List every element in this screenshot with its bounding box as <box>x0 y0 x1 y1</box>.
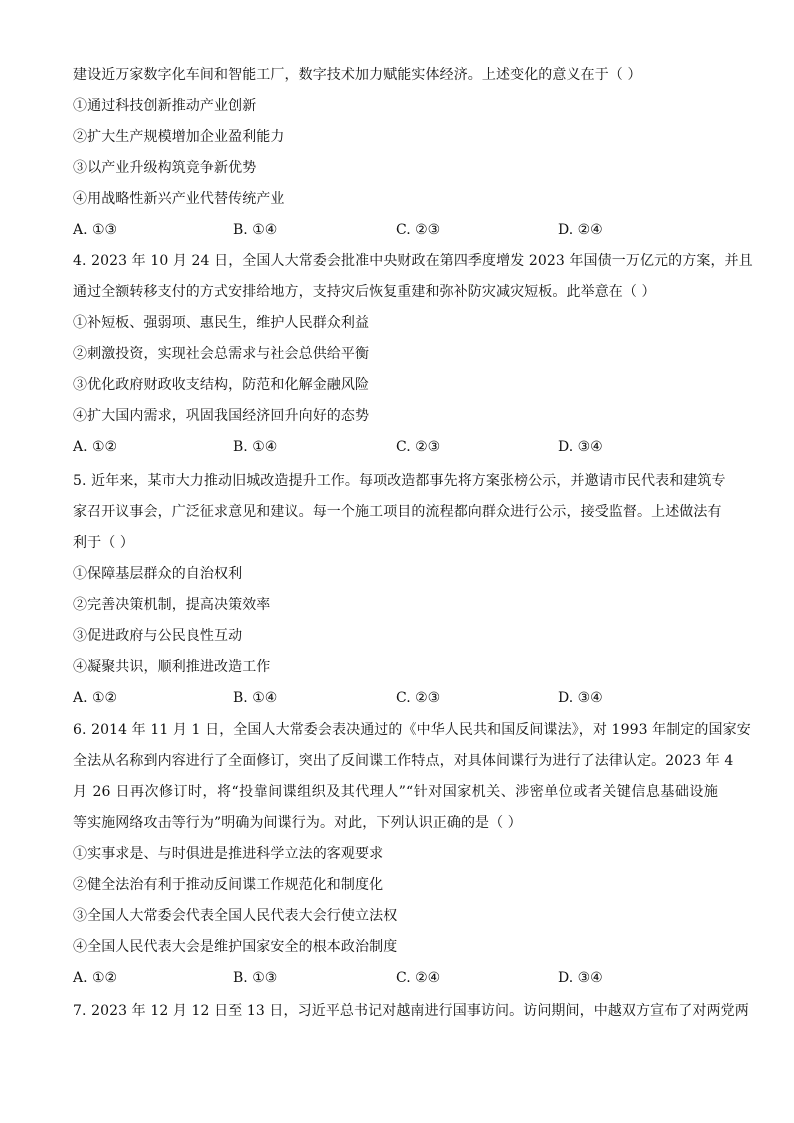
q6-option-c: C. ②④ <box>396 970 441 986</box>
q6-option-b: B. ①③ <box>233 970 278 986</box>
q6-stem-line-3: 月 26 日再次修订时，将“投靠间谍组织及其代理人”“针对国家机关、涉密单位或者关键信息基础设施 <box>73 784 718 800</box>
q3-statement-4: ④用战略性新兴产业代替传统产业 <box>73 191 285 207</box>
q3-option-a: A. ①③ <box>73 222 118 238</box>
q6-option-d: D. ③④ <box>558 970 603 986</box>
q4-statement-2: ②刺激投资，实现社会总需求与社会总供给平衡 <box>73 346 370 362</box>
q5-option-c: C. ②③ <box>396 690 441 706</box>
q5-statement-3: ③促进政府与公民良性互动 <box>73 628 243 644</box>
q4-statement-3: ③优化政府财政收支结构，防范和化解金融风险 <box>73 377 370 393</box>
q5-stem-line-1: 5. 近年来，某市大力推动旧城改造提升工作。每项改造都事先将方案张榜公示，并邀请市民代表和建筑专 <box>73 473 726 489</box>
q5-option-b: B. ①④ <box>233 690 278 706</box>
q6-statement-3: ③全国人大常委会代表全国人民代表大会行使立法权 <box>73 908 398 924</box>
q3-option-d: D. ②④ <box>558 222 603 238</box>
q4-stem-line-2: 通过全额转移支付的方式安排给地方，支持灾后恢复重建和弥补防灾减灾短板。此举意在（ ） <box>73 284 656 300</box>
q5-option-a: A. ①② <box>73 690 118 706</box>
q4-option-c: C. ②③ <box>396 439 441 455</box>
q6-statement-4: ④全国人民代表大会是维护国家安全的根本政治制度 <box>73 939 398 955</box>
q3-statement-2: ②扩大生产规模增加企业盈利能力 <box>73 129 285 145</box>
q4-option-d: D. ③④ <box>558 439 603 455</box>
q6-stem-line-2: 全法从名称到内容进行了全面修订，突出了反间谍工作特点，对具体间谍行为进行了法律认定。2023 年 4 <box>73 753 734 769</box>
q6-stem-line-1: 6. 2014 年 11 月 1 日，全国人大常委会表决通过的《中华人民共和国反间谍法》，对 1993 年制定的国家安 <box>73 722 751 738</box>
q5-statement-1: ①保障基层群众的自治权利 <box>73 566 243 582</box>
q4-option-a: A. ①② <box>73 439 118 455</box>
q5-stem-line-2: 家召开议事会，广泛征求意见和建议。每一个施工项目的流程都向群众进行公示，接受监督。上述做法有 <box>73 504 722 520</box>
q5-stem-line-3: 利于（ ） <box>73 535 134 551</box>
q5-statement-4: ④凝聚共识，顺利推进改造工作 <box>73 659 271 675</box>
q3-statement-1: ①通过科技创新推动产业创新 <box>73 98 257 114</box>
q6-option-a: A. ①② <box>73 970 118 986</box>
q4-stem-line-1: 4. 2023 年 10 月 24 日，全国人大常委会批准中央财政在第四季度增发 2023 年国债一万亿元的方案，并且 <box>73 253 753 269</box>
q3-stem-line: 建设近万家数字化车间和智能工厂，数字技术加力赋能实体经济。上述变化的意义在于（ ） <box>73 67 642 83</box>
q3-option-c: C. ②③ <box>396 222 441 238</box>
q6-statement-1: ①实事求是、与时俱进是推进科学立法的客观要求 <box>73 846 384 862</box>
q6-stem-line-4: 等实施网络攻击等行为”明确为间谍行为。对此，下列认识正确的是（ ） <box>73 815 522 831</box>
q4-option-b: B. ①④ <box>233 439 278 455</box>
q5-statement-2: ②完善决策机制，提高决策效率 <box>73 597 271 613</box>
q5-option-d: D. ③④ <box>558 690 603 706</box>
q4-statement-4: ④扩大国内需求，巩固我国经济回升向好的态势 <box>73 408 370 424</box>
q4-statement-1: ①补短板、强弱项、惠民生，维护人民群众利益 <box>73 315 370 331</box>
q6-statement-2: ②健全法治有利于推动反间谍工作规范化和制度化 <box>73 877 384 893</box>
q3-statement-3: ③以产业升级构筑竞争新优势 <box>73 160 257 176</box>
q7-stem-line-1: 7. 2023 年 12 月 12 日至 13 日，习近平总书记对越南进行国事访问。访问期间，中越双方宣布了对两党两 <box>73 1003 749 1019</box>
q3-option-b: B. ①④ <box>233 222 278 238</box>
